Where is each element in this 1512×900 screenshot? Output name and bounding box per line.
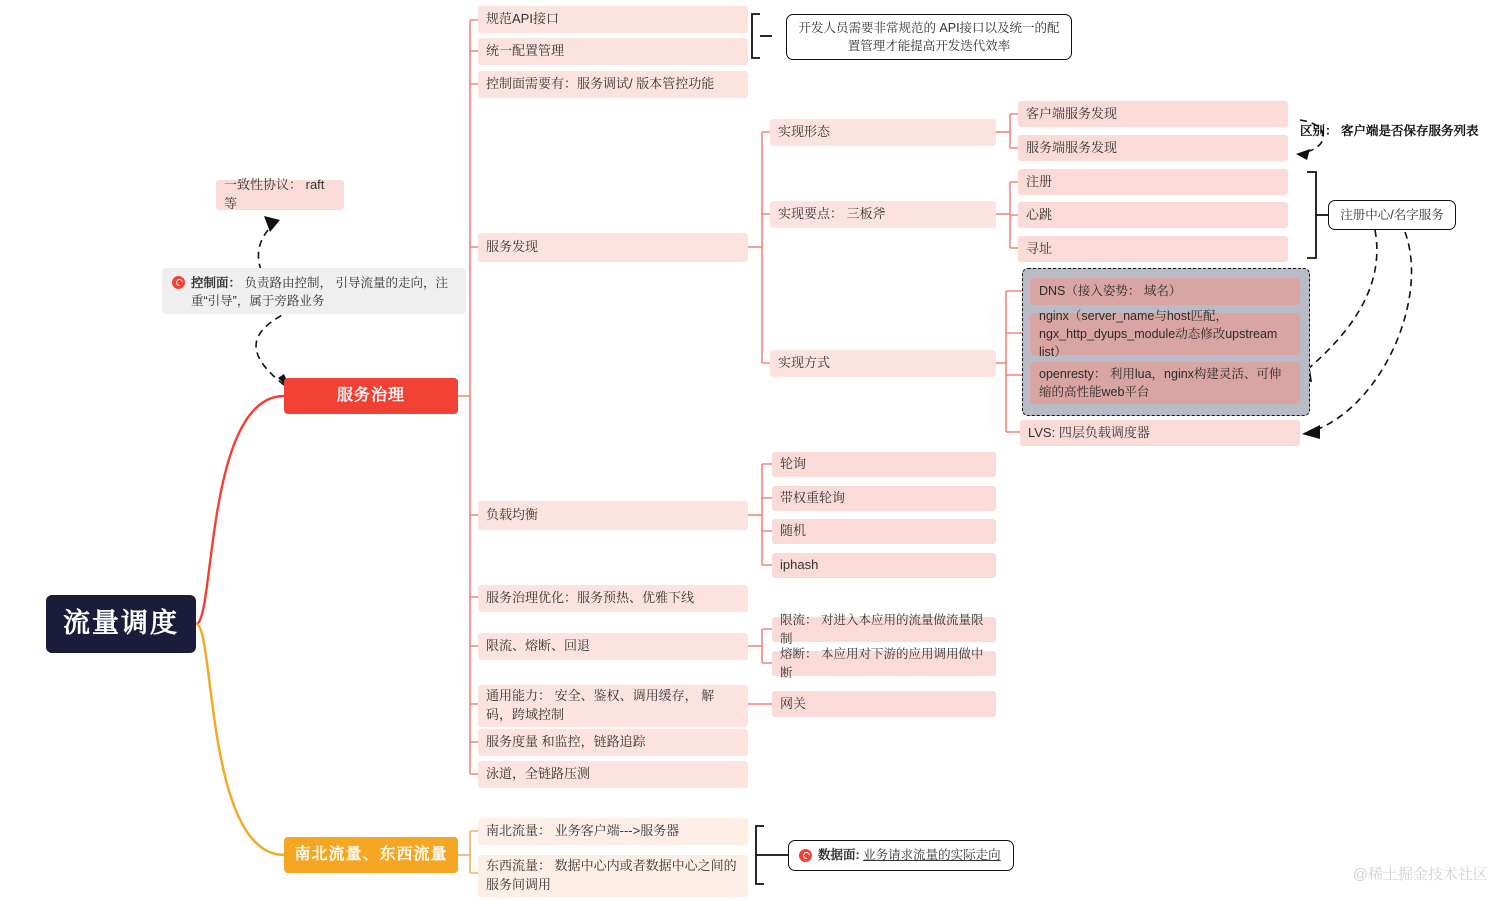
gateway-node[interactable] — [772, 691, 996, 717]
discovery-point-register-label: 注册 — [1026, 173, 1053, 189]
gov-item-swimlane-label: 泳道，全链路压测 — [486, 766, 591, 782]
info-icon — [799, 849, 812, 862]
gov-item-limiting[interactable] — [478, 633, 748, 660]
discovery-point-register[interactable] — [1018, 169, 1288, 195]
discovery-point-heartbeat[interactable] — [1018, 202, 1288, 228]
gateway-label: 网关 — [780, 695, 807, 711]
discovery-point-lookup[interactable] — [1018, 236, 1288, 262]
callout-difference-text: 区别： 客户端是否保存服务列表 — [1300, 124, 1479, 138]
branch-service-governance-label: 服务治理 — [336, 387, 405, 405]
warning-icon — [172, 276, 185, 289]
discovery-form-server[interactable] — [1018, 135, 1288, 161]
gov-item-load-balance[interactable] — [478, 501, 748, 530]
discovery-methods[interactable] — [770, 350, 996, 377]
callout-control-plane-text — [191, 274, 456, 310]
gov-item-control-plane-features[interactable] — [478, 71, 748, 98]
branch-traffic-directions-label: 南北流量、东西流量 — [294, 846, 448, 864]
gov-item-load-balance-label: 负载均衡 — [486, 507, 539, 523]
gov-item-api-spec-label: 规范API接口 — [486, 11, 559, 27]
callout-data-plane-text — [818, 846, 1001, 864]
gov-item-swimlane[interactable] — [478, 761, 748, 788]
gov-item-control-plane-features-label: 控制面需要有：服务调试/ 版本管控功能 — [486, 76, 715, 92]
discovery-form-client[interactable] — [1018, 101, 1288, 127]
lb-weighted-round-robin[interactable] — [772, 486, 996, 511]
gov-item-optimize-label: 服务治理优化：服务预热、优雅下线 — [486, 590, 695, 606]
lb-random-label: 随机 — [780, 523, 807, 539]
gov-item-metrics-label: 服务度量 和监控，链路追踪 — [486, 734, 646, 750]
gov-item-config-label: 统一配置管理 — [486, 43, 565, 59]
lb-iphash[interactable] — [772, 553, 996, 578]
gov-item-config[interactable] — [478, 38, 748, 65]
gov-item-api-spec[interactable] — [478, 6, 748, 33]
discovery-method-openresty-label: openresty： 利用lua，nginx构建灵活、可伸缩的高性能web平台 — [1039, 366, 1282, 399]
callout-difference — [1300, 122, 1500, 142]
root-node[interactable] — [46, 595, 196, 653]
lb-round-robin-label: 轮询 — [780, 456, 807, 472]
discovery-method-nginx-label: nginx（server_name与host匹配，ngx_http_dyups_module动态修改upstream list） — [1039, 308, 1278, 360]
callout-data-plane-body: 业务请求流量的实际走向 — [863, 848, 1001, 863]
callout-registry — [1328, 200, 1456, 230]
gov-item-common-capability-label: 通用能力： 安全、鉴权、调用缓存， 解码，跨域控制 — [486, 688, 715, 722]
discovery-form[interactable] — [770, 119, 996, 146]
traffic-east-west-label: 东西流量： 数据中心内或者数据中心之间的 服务间调用 — [486, 858, 737, 892]
discovery-method-dns-label: DNS（接入姿势： 域名） — [1039, 284, 1182, 299]
callout-control-plane-body: 负责路由控制， 引导流量的走向，注重“引导”，属于旁路业务 — [191, 276, 448, 309]
discovery-form-server-label: 服务端服务发现 — [1026, 139, 1118, 155]
gov-item-service-discovery-label: 服务发现 — [486, 239, 539, 255]
callout-api-config-text: 开发人员需要非常规范的 API接口以及统一的配置管理才能提高开发迭代效率 — [798, 20, 1060, 53]
callout-data-plane — [788, 840, 1014, 871]
limiting-rate-label: 限流： 对进入本应用的流量做流量限制 — [780, 613, 984, 646]
discovery-key-points[interactable] — [770, 201, 996, 228]
limiting-rate[interactable] — [772, 613, 996, 646]
lb-iphash-label: iphash — [780, 557, 819, 573]
gov-item-service-discovery[interactable] — [478, 233, 748, 262]
discovery-form-client-label: 客户端服务发现 — [1026, 105, 1118, 121]
root-label: 流量调度 — [63, 608, 179, 639]
discovery-form-label: 实现形态 — [778, 124, 831, 140]
discovery-point-lookup-label: 寻址 — [1026, 240, 1053, 256]
lb-random[interactable] — [772, 519, 996, 544]
gov-item-optimize[interactable] — [478, 585, 748, 612]
gov-item-common-capability[interactable] — [478, 685, 748, 727]
branch-traffic-directions[interactable] — [284, 837, 458, 873]
discovery-method-lvs[interactable] — [1020, 420, 1300, 446]
discovery-point-heartbeat-label: 心跳 — [1026, 206, 1053, 222]
lb-weighted-round-robin-label: 带权重轮询 — [780, 490, 846, 506]
gov-item-metrics[interactable] — [478, 729, 748, 756]
callout-control-plane — [162, 268, 466, 314]
lb-round-robin[interactable] — [772, 452, 996, 477]
discovery-method-nginx[interactable] — [1030, 308, 1300, 360]
discovery-method-openresty[interactable] — [1030, 362, 1300, 404]
traffic-north-south[interactable] — [478, 818, 748, 845]
traffic-north-south-label: 南北流量： 业务客户端--->服务器 — [486, 823, 680, 839]
callout-consistency[interactable] — [216, 177, 344, 211]
limiting-circuit-break[interactable] — [772, 647, 996, 680]
callout-control-plane-prefix: 控制面： — [191, 276, 242, 290]
callout-api-config — [786, 14, 1072, 60]
discovery-methods-label: 实现方式 — [778, 355, 831, 371]
traffic-east-west[interactable] — [478, 855, 748, 897]
discovery-method-lvs-label: LVS: 四层负载调度器 — [1028, 424, 1150, 440]
watermark: @稀土掘金技术社区 — [1352, 866, 1488, 883]
callout-consistency-text: 一致性协议： raft等 — [224, 177, 325, 211]
limiting-circuit-break-label: 熔断： 本应用对下游的应用调用做中断 — [780, 647, 984, 680]
discovery-method-dns[interactable] — [1030, 278, 1300, 305]
callout-registry-text: 注册中心/名字服务 — [1340, 207, 1444, 222]
callout-data-plane-prefix: 数据面: — [818, 848, 860, 863]
discovery-key-points-label: 实现要点： 三板斧 — [778, 206, 886, 222]
gov-item-limiting-label: 限流、熔断、回退 — [486, 638, 591, 654]
branch-service-governance[interactable] — [284, 378, 458, 414]
